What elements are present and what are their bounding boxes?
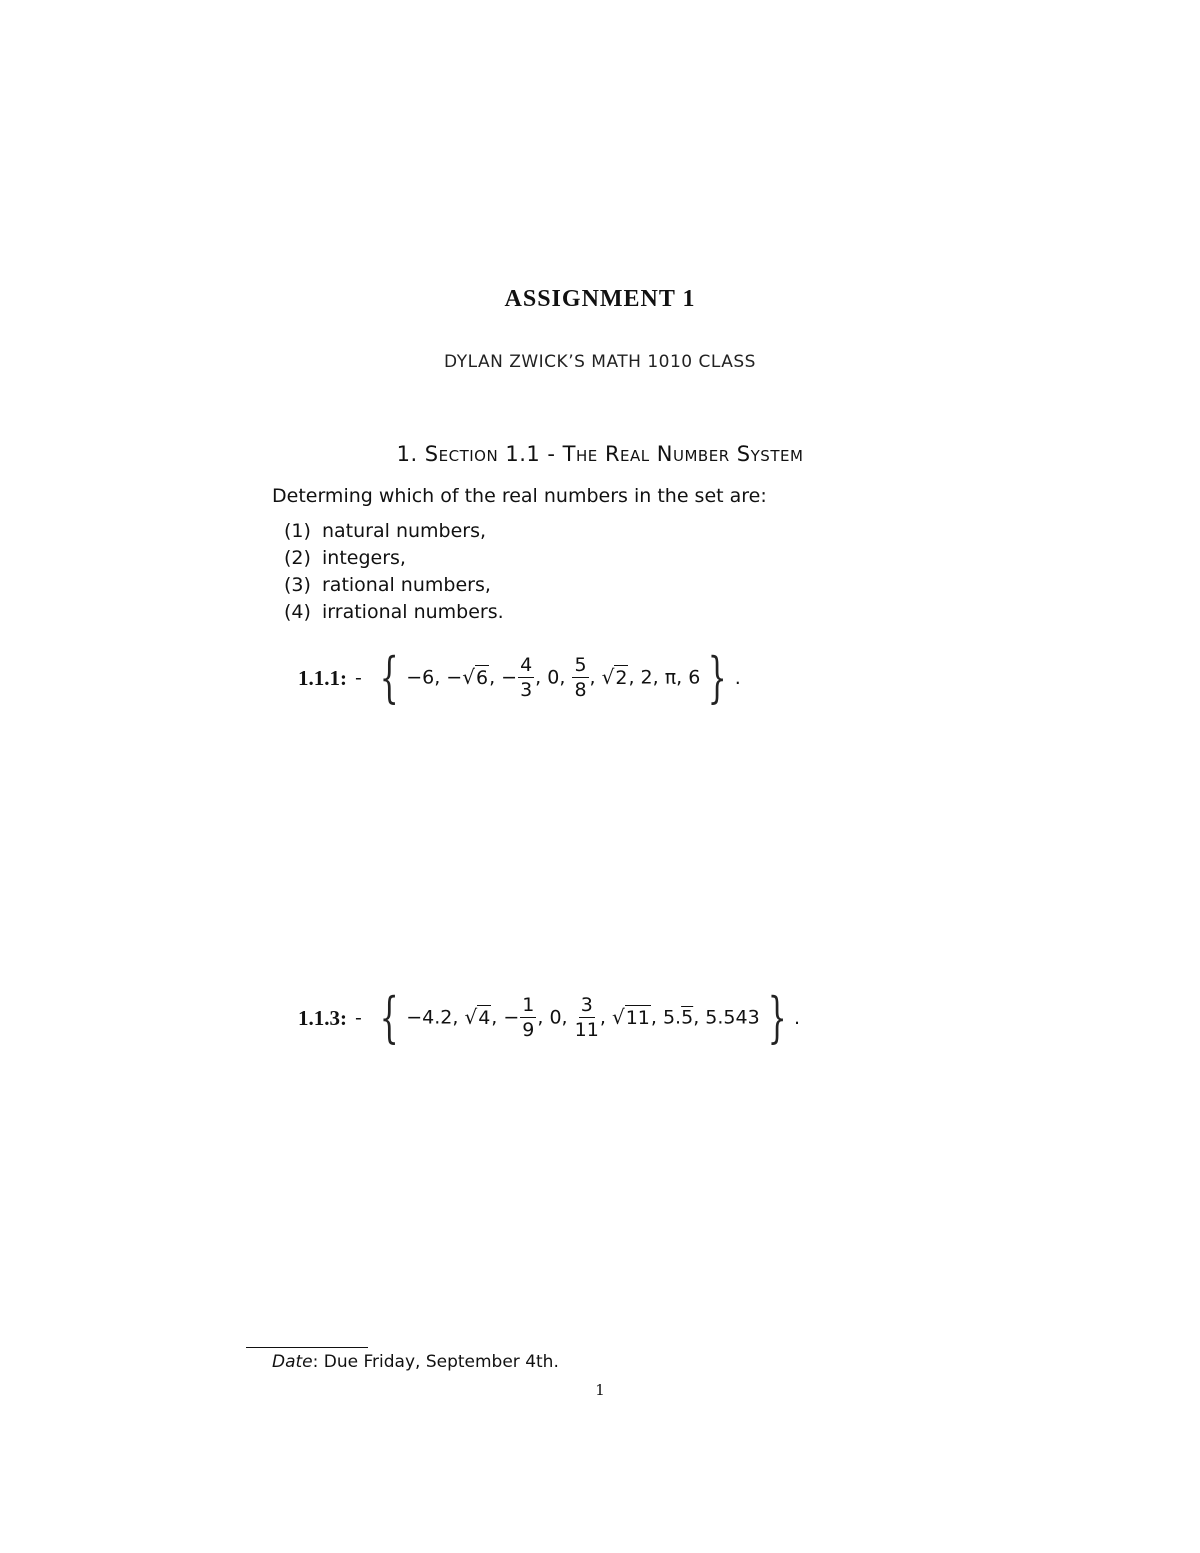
radicand: 2: [615, 666, 628, 689]
square-root: √ 2: [601, 664, 628, 689]
set-text: , 5.543: [693, 1006, 760, 1029]
list-item: [284, 518, 504, 545]
close-brace: }: [708, 646, 727, 709]
problem-label: 1.1.1:: [298, 665, 347, 690]
problem-dash: -: [355, 667, 362, 689]
list-item: [284, 572, 504, 599]
list-item: [284, 599, 504, 626]
square-root: √ 6: [462, 664, 489, 689]
radicand: 6: [475, 666, 489, 689]
set-text: −4.2,: [406, 1006, 459, 1029]
set-text: , 0,: [537, 1006, 568, 1029]
list-item: [284, 545, 504, 572]
list-item-number: (1): [284, 520, 311, 542]
list-item-number: (3): [284, 574, 311, 596]
number-set: [406, 996, 759, 1040]
author-line: DYLAN ZWICK’S MATH 1010 CLASS: [444, 352, 756, 372]
list-item-text: rational numbers,: [322, 574, 491, 596]
repeating-digit: 5: [681, 1006, 694, 1029]
set-text: , −: [489, 666, 518, 689]
numerator: 3: [580, 994, 593, 1016]
radicand: 4: [478, 1006, 491, 1029]
intro-text: Determing which of the real numbers in the set are:: [272, 485, 767, 507]
period: .: [734, 667, 741, 689]
list-item-number: (2): [284, 547, 311, 569]
radicand: 11: [625, 1006, 650, 1029]
fraction: [520, 996, 536, 1040]
denominator: 8: [574, 679, 587, 701]
numerator: 4: [520, 654, 533, 676]
problem-dash: -: [355, 1007, 362, 1029]
footnote: [272, 1352, 559, 1372]
section-heading: 1. Section 1.1 - The Real Number System: [396, 442, 804, 466]
set-text: , 2, π, 6: [628, 666, 701, 689]
open-brace: {: [379, 646, 399, 709]
fraction: [572, 656, 588, 700]
square-root: √ 11: [611, 1004, 650, 1029]
square-root: √ 4: [464, 1004, 491, 1029]
set-text: , 5.: [650, 1006, 682, 1029]
list-item-text: natural numbers,: [322, 520, 487, 542]
denominator: 9: [522, 1019, 535, 1041]
open-brace: {: [379, 986, 399, 1049]
problem-1-1-1: [298, 643, 741, 713]
set-text: ,: [589, 666, 596, 689]
fraction: [575, 996, 599, 1040]
period: .: [794, 1007, 801, 1029]
denominator: 3: [520, 679, 533, 701]
number-set: [406, 656, 700, 700]
set-text: , 0,: [535, 666, 566, 689]
denominator: 11: [574, 1019, 599, 1041]
page-title: ASSIGNMENT 1: [504, 286, 696, 312]
set-text: , −: [491, 1006, 520, 1029]
footnote-text: : Due Friday, September 4th.: [312, 1352, 559, 1372]
criteria-list: [284, 518, 504, 626]
numerator: 5: [574, 654, 587, 676]
set-text: ,: [599, 1006, 606, 1029]
list-item-text: integers,: [322, 547, 406, 569]
list-item-text: irrational numbers.: [322, 601, 504, 623]
numerator: 1: [522, 994, 535, 1016]
problem-label: 1.1.3:: [298, 1005, 347, 1030]
footnote-divider: [246, 1347, 368, 1348]
close-brace: }: [767, 986, 787, 1049]
problem-1-1-3: [298, 983, 800, 1053]
fraction: [518, 656, 534, 700]
set-text: −6, −: [406, 666, 463, 689]
page-number: 1: [595, 1381, 605, 1399]
list-item-number: (4): [284, 601, 311, 623]
footnote-label: Date: [272, 1352, 313, 1372]
